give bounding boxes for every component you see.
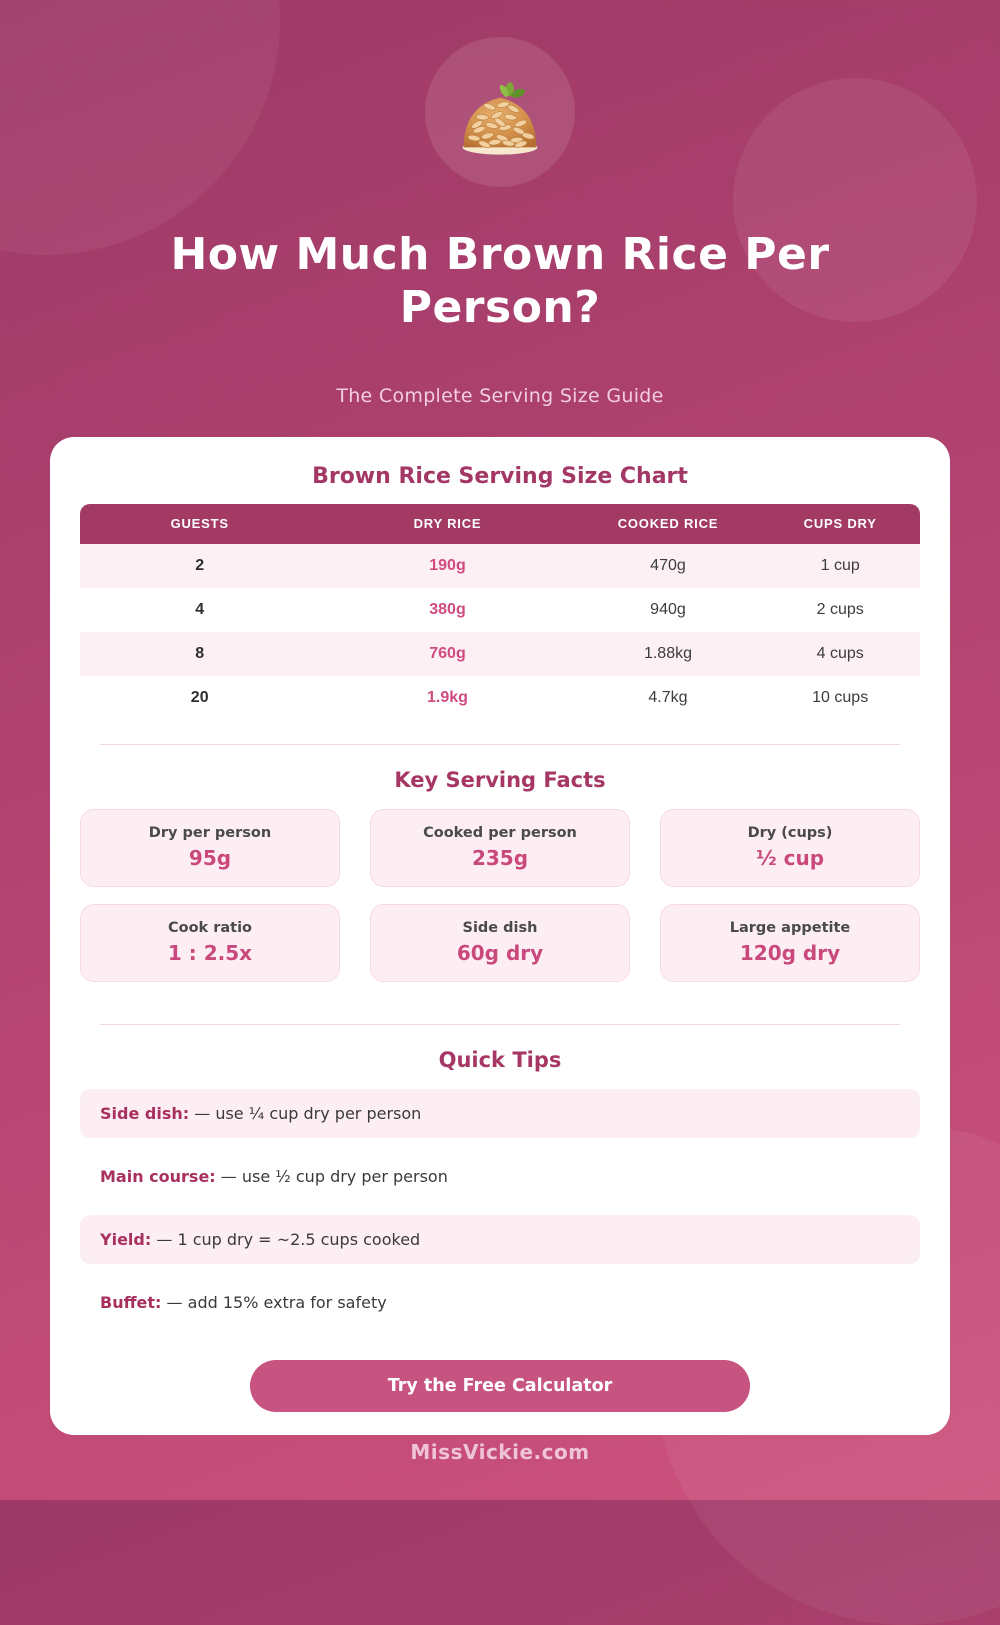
tip-yield [80, 1215, 920, 1264]
cell-guests: 4 [195, 600, 205, 618]
column-header-cups-dry: CUPS DRY [760, 504, 920, 544]
fact-card-large-appetite [660, 904, 920, 982]
tip-text: — use ½ cup dry per person [220, 1166, 448, 1186]
section-divider [100, 744, 900, 745]
tip-main-course [80, 1152, 920, 1201]
column-header-cooked-rice: COOKED RICE [576, 504, 761, 544]
serving-size-table [80, 504, 920, 720]
table-row [80, 632, 920, 676]
fact-value: 120g dry [739, 941, 841, 966]
tip-side-dish [80, 1089, 920, 1138]
fact-value: 60g dry [456, 941, 544, 966]
fact-label: Cooked per person [423, 825, 577, 842]
fact-label: Large appetite [729, 920, 851, 937]
quick-tips-list [80, 1089, 920, 1327]
cell-guests: 2 [80, 544, 319, 588]
cell-dry-rice: 760g [319, 632, 575, 676]
site-name: MissVickie.com [410, 1440, 590, 1464]
column-header-guests: GUESTS [80, 504, 319, 544]
serving-chart-title: Brown Rice Serving Size Chart [312, 463, 688, 489]
table-header-row [80, 504, 920, 544]
fact-value: ½ cup [755, 846, 825, 871]
tip-label: Yield: [100, 1229, 152, 1249]
fact-card-side-dish [370, 904, 630, 982]
page-title: How Much Brown Rice Per Person? [170, 229, 830, 333]
table-row [80, 676, 920, 720]
fact-label: Dry (cups) [747, 825, 833, 842]
fact-value: 235g [471, 846, 529, 871]
tip-text: — 1 cup dry = ~2.5 cups cooked [156, 1229, 421, 1249]
hero-section [0, 0, 1000, 407]
fact-card-dry-per-person [80, 809, 340, 887]
fact-card-cook-ratio [80, 904, 340, 982]
cell-cooked-rice: 470g [576, 544, 761, 588]
fact-value: 1 : 2.5x [167, 941, 253, 966]
cell-dry-rice: 1.9kg [427, 688, 468, 706]
cell-cups-dry: 2 cups [816, 600, 864, 618]
tip-text: — use ¼ cup dry per person [194, 1103, 422, 1123]
cell-dry-rice: 190g [319, 544, 575, 588]
tip-text: — add 15% extra for safety [166, 1292, 387, 1312]
cell-guests: 8 [80, 632, 319, 676]
cell-dry-rice: 380g [429, 600, 466, 618]
free-calculator-button[interactable]: Try the Free Calculator [250, 1360, 750, 1412]
cell-cups-dry: 4 cups [760, 632, 920, 676]
fact-label: Dry per person [148, 825, 272, 842]
section-divider [100, 1024, 900, 1025]
parsley-garnish-icon [500, 82, 525, 98]
cell-cooked-rice: 4.7kg [648, 688, 688, 706]
key-facts-title: Key Serving Facts [394, 767, 606, 792]
fact-value: 95g [188, 846, 232, 871]
page-subtitle: The Complete Serving Size Guide [336, 384, 664, 407]
fact-card-dry-cups [660, 809, 920, 887]
quick-tips-title: Quick Tips [438, 1047, 562, 1072]
cell-cooked-rice: 1.88kg [576, 632, 761, 676]
table-row [80, 588, 920, 632]
tip-label: Side dish: [100, 1103, 190, 1123]
tip-buffet [80, 1278, 920, 1327]
rice-mound-icon [448, 65, 552, 159]
content-card [50, 437, 950, 1435]
cell-cups-dry: 1 cup [760, 544, 920, 588]
fact-card-cooked-per-person [370, 809, 630, 887]
tip-label: Main course: [100, 1166, 216, 1186]
fact-label: Side dish [462, 920, 538, 937]
column-header-dry-rice: DRY RICE [319, 504, 575, 544]
fact-label: Cook ratio [167, 920, 253, 937]
footer [0, 1440, 1000, 1464]
key-facts-grid [80, 809, 920, 982]
card-bottom-padding [80, 1412, 920, 1423]
table-row [80, 544, 920, 588]
tip-label: Buffet: [100, 1292, 162, 1312]
cell-cups-dry: 10 cups [812, 688, 869, 706]
rice-icon-circle [425, 37, 575, 187]
cell-guests: 20 [190, 688, 209, 706]
cell-cooked-rice: 940g [650, 600, 686, 618]
